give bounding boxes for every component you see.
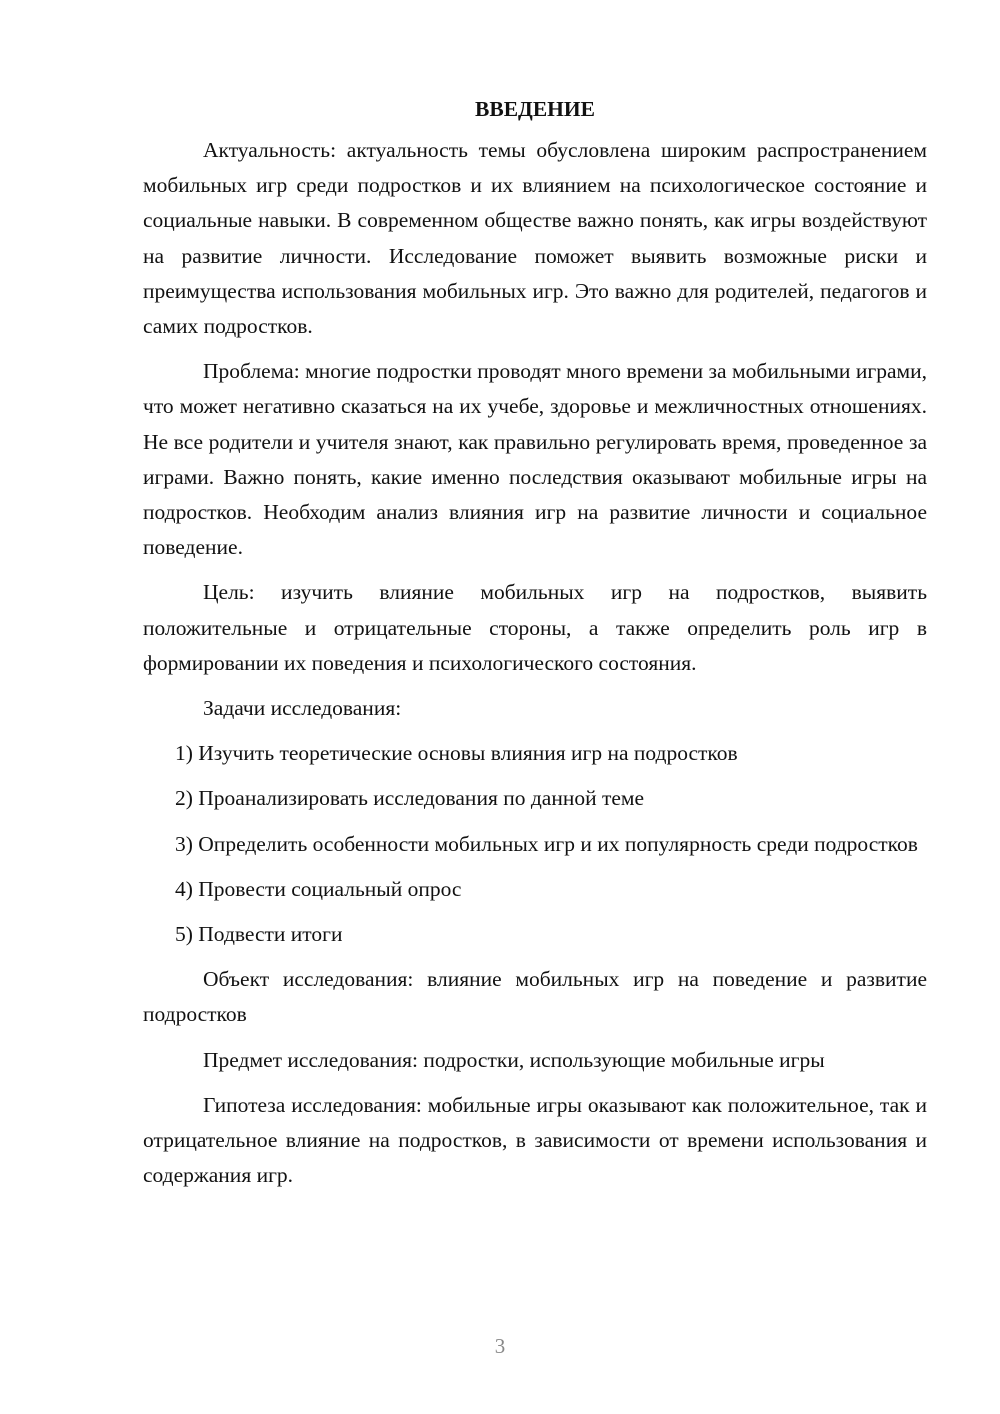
paragraph-goal: Цель: изучить влияние мобильных игр на подростков, выявить положительные и отрицательные стороны, а также определить роль игр в формировании их поведения и психологического состояния. — [143, 580, 927, 675]
paragraph-subject: Предмет исследования: подростки, использующие мобильные игры — [203, 1047, 825, 1072]
list-item: 1) Изучить теоретические основы влияния игр на подростков — [175, 741, 738, 766]
paragraph-hypothesis: Гипотеза исследования: мобильные игры оказывают как положительное, так и отрицательное влияние на подростков, в зависимости от времени использования и содержания игр. — [143, 1092, 927, 1188]
tasks-list — [143, 736, 927, 952]
section-heading: ВВЕДЕНИЕ — [475, 97, 595, 121]
page-number: 3 — [494, 1334, 506, 1358]
paragraph-relevance: Актуальность: актуальность темы обусловлена широким распространением мобильных игр среди подростков и их влиянием на психологическое состояние и социальные навыки. В современном обществе важно понять, как игры воздействуют на развитие личности. Исследование поможет выявить возможные риски и преимущества использования мобильных игр. Это важно для родителей, педагогов и самих подростков. — [143, 138, 927, 339]
document-body — [143, 92, 927, 1203]
paragraph-problem: Проблема: многие подростки проводят много времени за мобильными играми, что может негативно сказаться на их учебе, здоровье и межличностных отношениях. Не все родители и учителя знают, как правильно регулировать время, проведенное за играми. Важно понять, какие именно последствия оказывают мобильные игры на подростков. Необходим анализ влияния игр на развитие личности и социальное поведение. — [143, 359, 927, 560]
paragraph-object: Объект исследования: влияние мобильных игр на поведение и развитие подростков — [143, 967, 927, 1027]
list-item: 3) Определить особенности мобильных игр и их популярность среди подростков — [175, 831, 918, 856]
tasks-title: Задачи исследования: — [203, 696, 402, 721]
list-item: 5) Подвести итоги — [175, 922, 343, 947]
list-item: 2) Проанализировать исследования по данной теме — [175, 786, 645, 811]
list-item: 4) Провести социальный опрос — [175, 876, 462, 901]
